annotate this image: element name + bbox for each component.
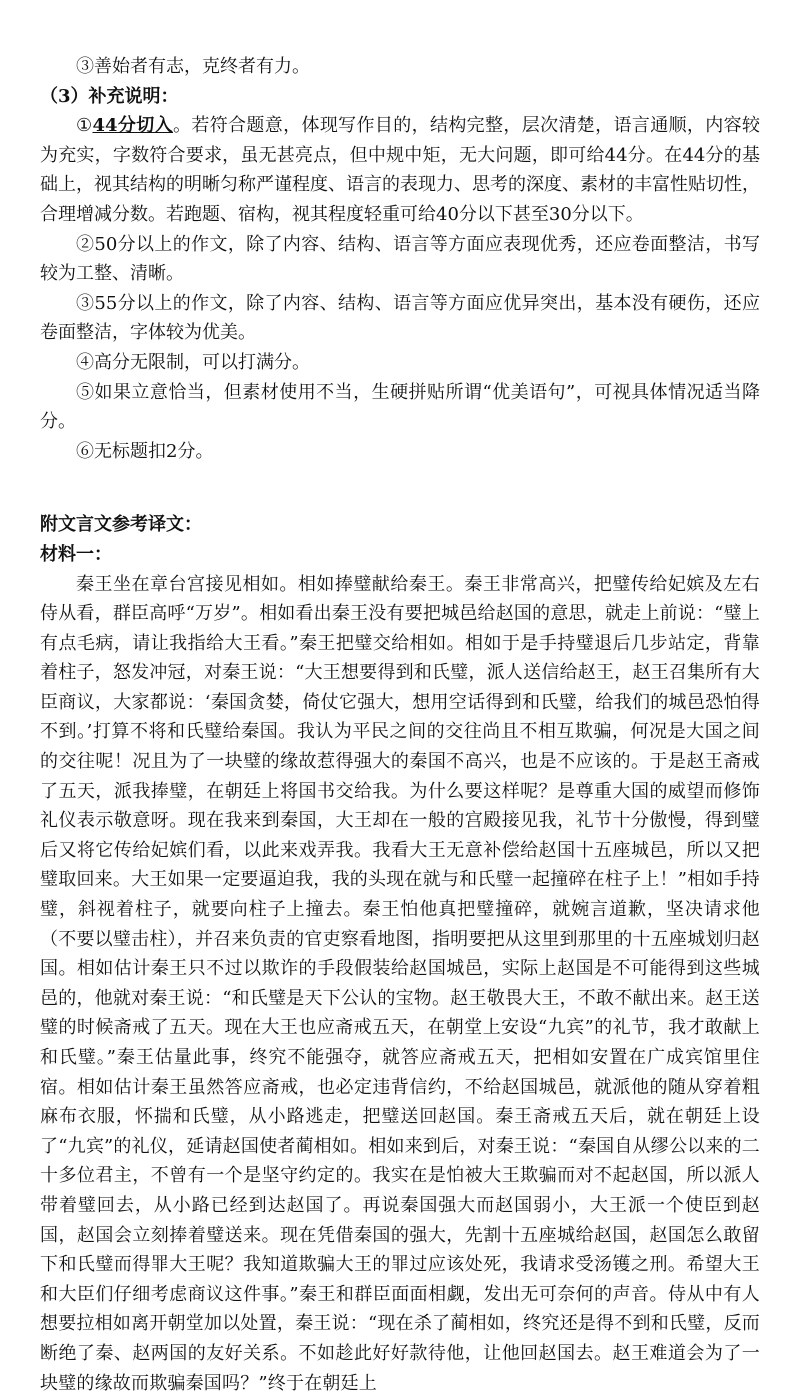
supplement-item-3: ③55分以上的作文，除了内容、结构、语言等方面应优异突出，基本没有硬伤，还应卷面整洁，字体较为优美。 <box>40 289 760 348</box>
supplement-item-1-text: 。若符合题意，体现写作目的，结构完整，层次清楚，语言通顺，内容较为充实，字数符合要求，虽无甚亮点，但中规中矩，无大问题，即可给44分。在44分的基础上，视其结构的明晰匀称严谨程度、语言的表现力、思考的深度、素材的丰富性贴切性，合理增减分数。若跑题、宿构，视其程度轻重可给40分以下甚至30分以下。 <box>40 115 760 225</box>
supplement-item-1 <box>40 111 760 229</box>
translation-body: 秦王坐在章台宫接见相如。相如捧璧献给秦王。秦王非常高兴，把璧传给妃嫔及左右侍从看，群臣高呼“万岁”。相如看出秦王没有要把城邑给赵国的意思，就走上前说：“璧上有点毛病，请让我指给大王看。”秦王把璧交给相如。相如于是手持璧退后几步站定，背靠着柱子，怒发冲冠，对秦王说：“大王想要得到和氏璧，派人送信给赵王，赵王召集所有大臣商议，大家都说：‘秦国贪婪，倚仗它强大，想用空话得到和氏璧，给我们的城邑恐怕得不到。’打算不将和氏璧给秦国。我认为平民之间的交往尚且不相互欺骗，何况是大国之间的交往呢！况且为了一块璧的缘故惹得强大的秦国不高兴，也是不应该的。于是赵王斋戒了五天，派我捧璧，在朝廷上将国书交给我。为什么要这样呢？是尊重大国的威望而修饰礼仪表示敬意呀。现在我来到秦国，大王却在一般的宫殿接见我，礼节十分傲慢，得到璧后又将它传给妃嫔们看，以此来戏弄我。我看大王无意补偿给赵国十五座城邑，所以又把璧取回来。大王如果一定要逼迫我，我的头现在就与和氏璧一起撞碎在柱子上！”相如手持璧，斜视着柱子，就要向柱子上撞去。秦王怕他真把璧撞碎，就婉言道歉，坚决请求他（不要以璧击柱），并召来负责的官吏察看地图，指明要把从这里到那里的十五座城划归赵国。相如估计秦王只不过以欺诈的手段假装给赵国城邑，实际上赵国是不可能得到这些城邑的，他就对秦王说：“和氏璧是天下公认的宝物。赵王敬畏大王，不敢不献出来。赵王送璧的时候斋戒了五天。现在大王也应斋戒五天，在朝堂上安设“九宾”的礼节，我才敢献上和氏璧。”秦王估量此事，终究不能强夺，就答应斋戒五天，把相如安置在广成宾馆里住宿。相如估计秦王虽然答应斋戒，也必定违背信约，不给赵国城邑，就派他的随从穿着粗麻布衣服，怀揣和氏璧，从小路逃走，把璧送回赵国。秦王斋戒五天后，就在朝廷上设了“九宾”的礼仪，延请赵国使者蔺相如。相如来到后，对秦王说：“秦国自从缪公以来的二十多位君主，不曾有一个是坚守约定的。我实在是怕被大王欺骗而对不起赵国，所以派人带着璧回去，从小路已经到达赵国了。再说秦国强大而赵国弱小，大王派一个使臣到赵国，赵国会立刻捧着璧送来。现在凭借秦国的强大，先割十五座城给赵国，赵国怎么敢留下和氏璧而得罪大王呢？我知道欺骗大王的罪过应该处死，我请求受汤镬之刑。希望大王和大臣们仔细考虑商议这件事。”秦王和群臣面面相觑，发出无可奈何的声音。侍从中有人想要拉相如离开朝堂加以处置，秦王说：“现在杀了蔺相如，终究还是得不到和氏璧，反而断绝了秦、赵两国的友好关系。不如趁此好好款待他，让他回赵国去。赵王难道会为了一块璧的缘故而欺骗秦国吗？”终于在朝廷上 <box>40 570 760 1398</box>
underlined-score: 44分切入 <box>93 115 173 136</box>
material-label: 材料一： <box>40 540 760 570</box>
supplement-heading: （3）补充说明： <box>40 82 760 112</box>
appendix-heading: 附文言文参考译文： <box>40 510 760 540</box>
criteria-item-3: ③善始者有志，克终者有力。 <box>40 52 760 82</box>
section-spacer <box>40 466 760 510</box>
supplement-item-5: ⑤如果立意恰当，但素材使用不当，生硬拼贴所谓“优美语句”，可视具体情况适当降分。 <box>40 378 760 437</box>
supplement-item-6: ⑥无标题扣2分。 <box>40 437 760 467</box>
supplement-item-4: ④高分无限制，可以打满分。 <box>40 348 760 378</box>
item-marker: ① <box>76 115 93 136</box>
supplement-item-2: ②50分以上的作文，除了内容、结构、语言等方面应表现优秀，还应卷面整洁，书写较为工整、清晰。 <box>40 230 760 289</box>
